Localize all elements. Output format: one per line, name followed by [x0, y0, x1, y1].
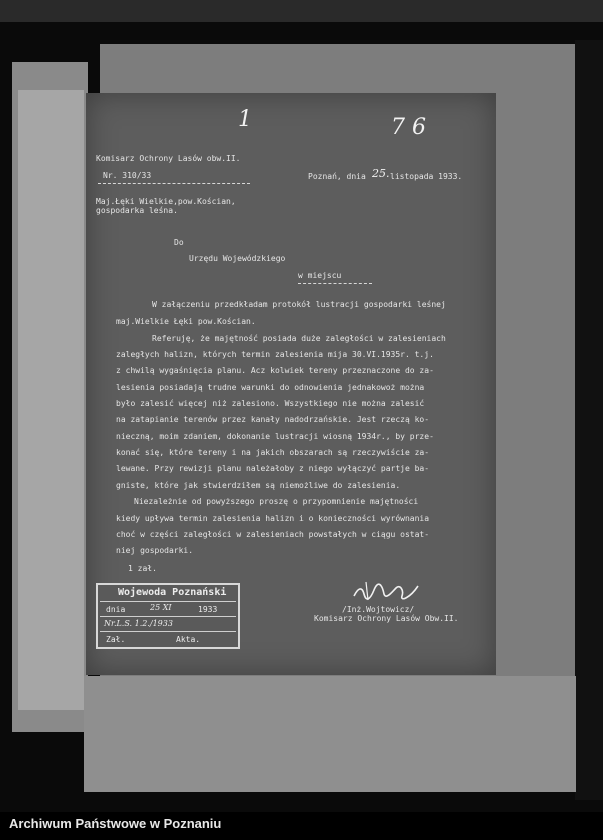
stamp-title: Wojewoda Poznański: [118, 587, 227, 598]
body-line: kiedy upływa termin zalesienia halizn i o konieczności wyrównania: [116, 514, 430, 523]
sender-divider: [98, 183, 250, 184]
addressee-office: Urzędu Wojewódzkiego: [189, 254, 286, 263]
body-line: lewane. Przy rewizji planu należałoby z niego wyłączyć partje ba-: [116, 464, 430, 473]
received-stamp: [96, 583, 240, 649]
body-line: nieczną, moim zdaniem, dokonanie lustracji wiosną 1934r., by prze-: [116, 432, 434, 441]
place-date-prefix: Poznań, dnia: [308, 172, 366, 181]
stamp-date-value: 25 XI: [150, 603, 172, 612]
body-line: było zalesić więcej niż zalesiono. Wszystkiego nie można zalesić: [116, 399, 425, 408]
body-line: W załączeniu przedkładam protokół lustracji gospodarki leśnej: [152, 300, 446, 309]
left-background-sheet-inner: [18, 90, 84, 710]
handwritten-mark-right: 7 6: [391, 115, 426, 140]
body-line: na zatapianie terenów przez kanały nadodrzańskie. Jest rzeczą ko-: [116, 415, 430, 424]
signatory-title: Komisarz Ochrony Lasów Obw.II.: [314, 614, 459, 623]
stamp-number: Nr.L.S. 1.2./1933: [104, 619, 173, 628]
sender-office: Komisarz Ochrony Lasów obw.II.: [96, 154, 241, 163]
body-line: konać się, które tereny i na jakich obszarach są rzeczywiście za-: [116, 448, 430, 457]
addressee-underline: [298, 283, 372, 284]
body-line: niej gospodarki.: [116, 546, 194, 555]
body-line: maj.Wielkie Łęki pow.Kościan.: [116, 317, 256, 326]
body-line: gniste, które jak stwierdziłem są niemożliwe do zalesienia.: [116, 481, 401, 490]
body-line: z chwilą wygaśnięcia planu. Acz kolwiek tereny przeznaczone do za-: [116, 366, 434, 375]
signatory-name: /Inż.Wojtowicz/: [342, 605, 415, 614]
right-dark-edge: [575, 40, 603, 800]
lower-background-sheet: [84, 676, 576, 792]
body-line: Referuję, że majętność posiada duże zaległości w zalesieniach: [152, 334, 446, 343]
body-line: lesienia posiadają trudne warunki do odnowienia jednakowoż można: [116, 383, 425, 392]
signature-image: [352, 580, 422, 604]
stamp-rule: [100, 616, 236, 617]
date-month-year: listopada 1933.: [390, 172, 463, 181]
body-line: choć w części zaległości w zalesieniach powstałych w ciągu ostat-: [116, 530, 430, 539]
reference-number: Nr. 310/33: [103, 171, 152, 180]
stamp-rule: [100, 601, 236, 602]
stamp-date-label: dnia: [106, 605, 126, 614]
body-line: zaległych halizn, których termin zalesienia mija 30.VI.1935r. t.j.: [116, 350, 434, 359]
archive-label: Archiwum Państwowe w Poznaniu: [9, 816, 222, 831]
stamp-files-label: Akta.: [176, 635, 201, 644]
body-line: Niezależnie od powyższego proszę o przypomnienie majętności: [134, 497, 419, 506]
subject-line-1: Maj.Łęki Wielkie,pow.Kościan,: [96, 197, 236, 206]
enclosure-note: 1 zał.: [128, 564, 157, 573]
stamp-rule: [100, 631, 236, 632]
handwritten-mark-left: 1: [238, 107, 252, 132]
addressee-to: Do: [174, 238, 184, 247]
stamp-enclosures-label: Zał.: [106, 635, 126, 644]
top-band: [0, 0, 603, 22]
addressee-place: w miejscu: [298, 271, 342, 280]
date-day: 25.: [372, 167, 390, 180]
subject-line-2: gospodarka leśna.: [96, 206, 178, 215]
stamp-date-year: 1933: [198, 605, 218, 614]
